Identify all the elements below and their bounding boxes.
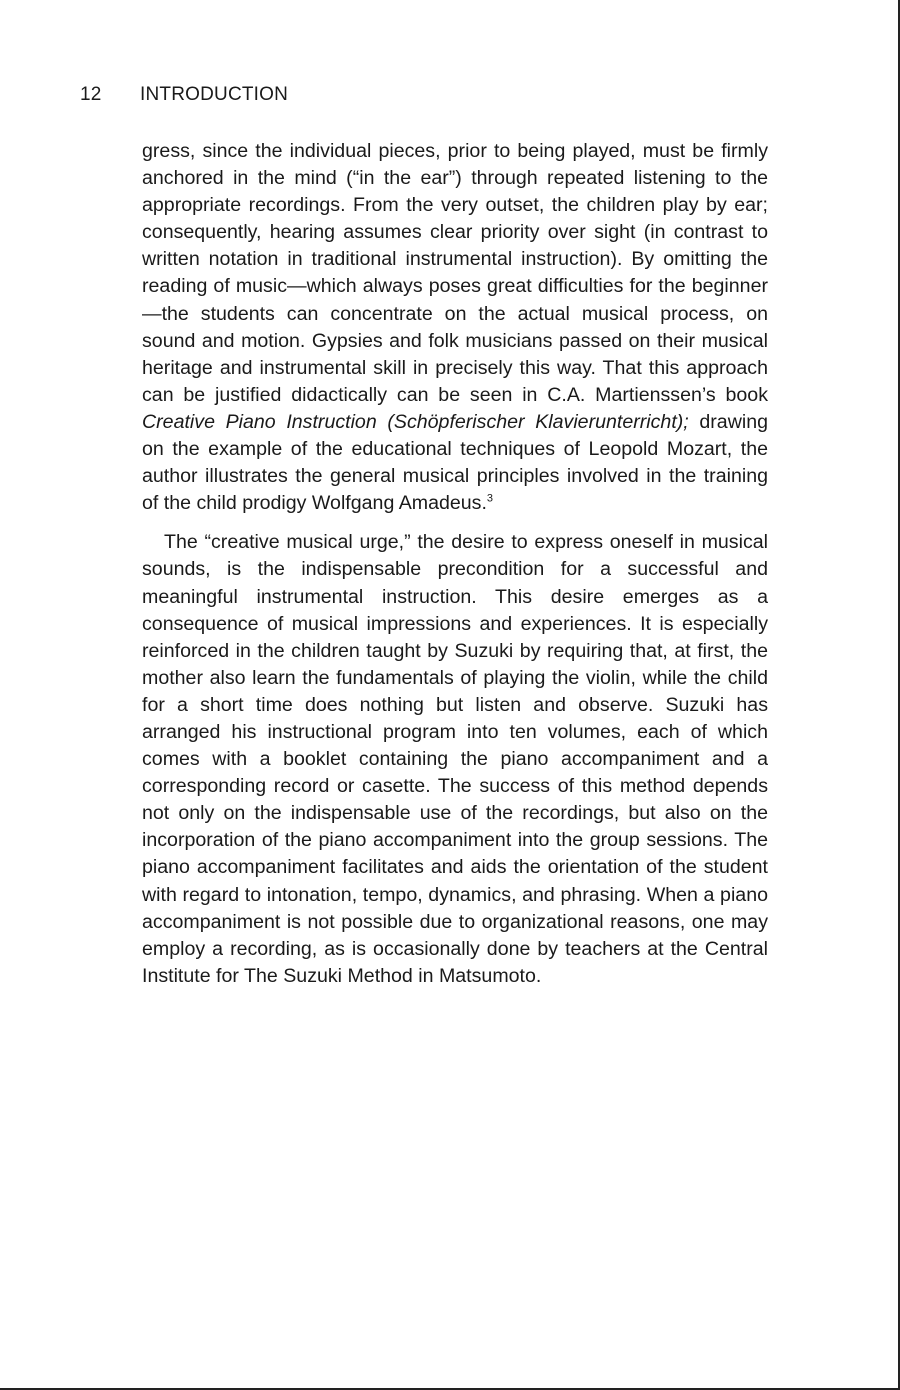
page-number: 12	[80, 84, 102, 105]
body-text	[142, 138, 768, 990]
paragraph-2: The “creative musical urge,” the desire to express oneself in musical sounds, is the indispensable precondition for a successful and meaningful instrumental instruction. This desire emerges as a consequence of musical impressions and experiences. It is especially reinforced in the children taught by Suzuki by requiring that, at first, the mother also learn the fundamentals of playing the violin, while the child for a short time does nothing but listen and observe. Suzuki has arranged his instructional program into ten volumes, each of which comes with a booklet containing the piano accompaniment and a corresponding record or casette. The success of this method depends not only on the indispensable use of the recordings, but also on the incorporation of the piano accompaniment into the group sessions. The piano accompaniment facilitates and aids the orientation of the student with regard to intonation, tempo, dynamics, and phrasing. When a piano accompaniment is not possible due to organizational reasons, one may employ a recording, as is occasionally done by teachers at the Central Institute for The Suzuki Method in Matsumoto.	[142, 531, 768, 987]
paragraph-1-text: gress, since the individual pieces, prior to being played, must be firmly anchored in the mind (“in the ear”) through repeated listening to the appropriate recordings. From the very outset, the children play by ear; consequently, hearing assumes clear priority over sight (in contrast to written notation in traditional instrumental instruction). By omitting the reading of music—which always poses great difficulties for the beginner—the students can concentrate on the actual musical process, on sound and motion. Gypsies and folk musicians passed on their musical heritage and instrumental skill in precisely this way. That this approach can be justified didactically can be seen in C.A. Martienssen’s book	[142, 140, 768, 406]
paragraph-1-text-end: drawing on the example of the educational techniques of Leopold Mozart, the author illustrates the general musical principles involved in the training of the child prodigy Wolfgang Amadeus.	[142, 410, 768, 515]
running-head	[80, 84, 288, 106]
book-title: Creative Piano Instruction (Schöpferischer Klavierunterricht);	[142, 410, 689, 433]
paragraph-1	[142, 138, 768, 517]
section-title: INTRODUCTION	[140, 84, 289, 105]
footnote-reference: 3	[486, 492, 494, 505]
